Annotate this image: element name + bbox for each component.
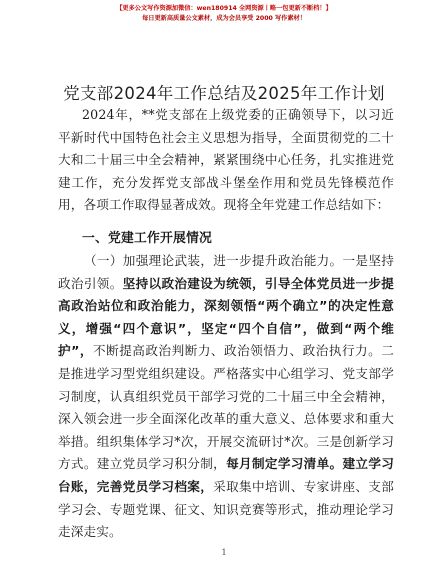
paragraph-run-bold: 每月制定学习清单。建立学习台账，完善党员学习档案， [58,456,394,494]
paragraph-run: 不断提高政治判断力、政治领悟力、政治执行力。二是推进学习型党组织建设。严格落实中心组学习、党支部学习制度，认真组织党员干部学习党的二十届三中全会精神，深入领会进一步全面深化改革的重大意义、总体要求和重大举措。组织集体学习*次，开展交流研讨*次。三是创新学习方式。建立党员学习积分制， [58,343,394,472]
document-title: 党支部2024年工作总结及2025年工作计划 [63,84,385,103]
watermark-line-2: 每日更新高质量公文素材，成为会员享受 2000 写作素材！ [142,15,306,22]
section-heading: 一、党建工作开展情况 [82,231,212,246]
watermark-line-1: 【更多公文写作资源加微信：wen180914 全网资源丨略一包更新不断档！】 [116,5,332,12]
paragraph-run-bold: 坚持以政治建设为统领，引导全体党员进一步提高政治站位和政治能力，深刻领悟“两个确立”的决定性意义，增强“四个意识”，坚定“四个自信”，做到“两个维护”， [58,275,394,359]
header-watermark [82,4,366,24]
section-paragraph [58,250,394,544]
paragraph-run: （一）加强理论武装，进一步提升政治能力。一是坚持政治引领。 [58,253,394,291]
intro-paragraph: 2024年，**党支部在上级党委的正确领导下，以习近平新时代中国特色社会主义思想为指导，全面贯彻党的二十大和二十届三中全会精神，紧紧围绕中心任务，扎实推进党建工作，充分发挥党支部战斗堡垒作用和党员先锋模范作用，各项工作取得显著成效。现将全年党建工作总结如下： [58,107,394,213]
page-number: 1 [221,548,227,557]
paragraph-run: 采取集中培训、专家讲座、支部学习会、专题党课、征文、知识竞赛等形式，推动理论学习走深走实。 [58,478,394,540]
